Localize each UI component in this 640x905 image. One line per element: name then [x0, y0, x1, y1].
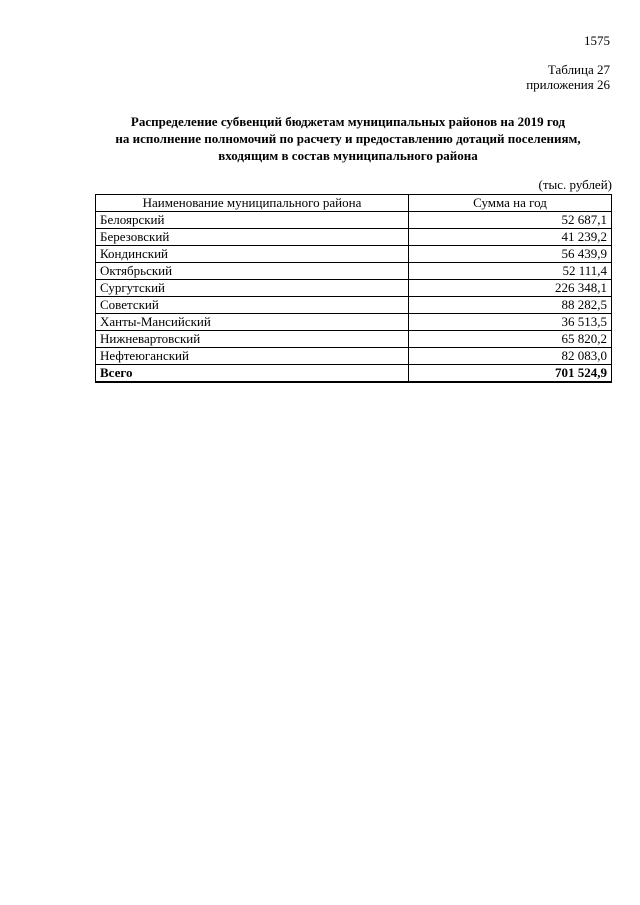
document-heading: [78, 113, 618, 164]
district-name: Советский: [96, 297, 409, 314]
table-row: [96, 246, 612, 263]
district-amount: 88 282,5: [409, 297, 612, 314]
district-amount: 65 820,2: [409, 331, 612, 348]
column-header-district: Наименование муниципального района: [96, 195, 409, 212]
heading-line-2: на исполнение полномочий по расчету и предоставлению дотаций поселениям,: [115, 131, 581, 146]
table-number: Таблица 27: [547, 62, 610, 77]
heading-line-1: Распределение субвенций бюджетам муниципальных районов на 2019 год: [130, 114, 566, 129]
heading-line-3: входящим в состав муниципального района: [218, 148, 478, 163]
units-label: (тыс. рублей): [538, 177, 612, 192]
appendix-reference: приложения 26: [526, 77, 610, 92]
table-row: [96, 314, 612, 331]
district-amount: 36 513,5: [409, 314, 612, 331]
district-name: Березовский: [96, 229, 409, 246]
table-reference: [526, 62, 610, 92]
district-name: Белоярский: [96, 212, 409, 229]
column-header-amount: Сумма на год: [409, 195, 612, 212]
table-row: [96, 263, 612, 280]
page-number: 1575: [584, 33, 610, 48]
district-amount: 226 348,1: [409, 280, 612, 297]
district-amount: 52 111,4: [409, 263, 612, 280]
district-name: Нижневартовский: [96, 331, 409, 348]
total-label: Всего: [96, 365, 409, 383]
table-row: [96, 297, 612, 314]
district-name: Ханты-Мансийский: [96, 314, 409, 331]
district-name: Кондинский: [96, 246, 409, 263]
table-row: [96, 229, 612, 246]
district-amount: 52 687,1: [409, 212, 612, 229]
table-row: [96, 280, 612, 297]
table-row: [96, 331, 612, 348]
district-name: Сургутский: [96, 280, 409, 297]
district-amount: 82 083,0: [409, 348, 612, 365]
district-name: Октябрьский: [96, 263, 409, 280]
table-header-row: [96, 195, 612, 212]
district-amount: 41 239,2: [409, 229, 612, 246]
total-amount: 701 524,9: [409, 365, 612, 383]
table-row: [96, 212, 612, 229]
table-row: [96, 348, 612, 365]
district-amount: 56 439,9: [409, 246, 612, 263]
table-total-row: [96, 365, 612, 383]
subvention-table: [95, 194, 612, 383]
district-name: Нефтеюганский: [96, 348, 409, 365]
